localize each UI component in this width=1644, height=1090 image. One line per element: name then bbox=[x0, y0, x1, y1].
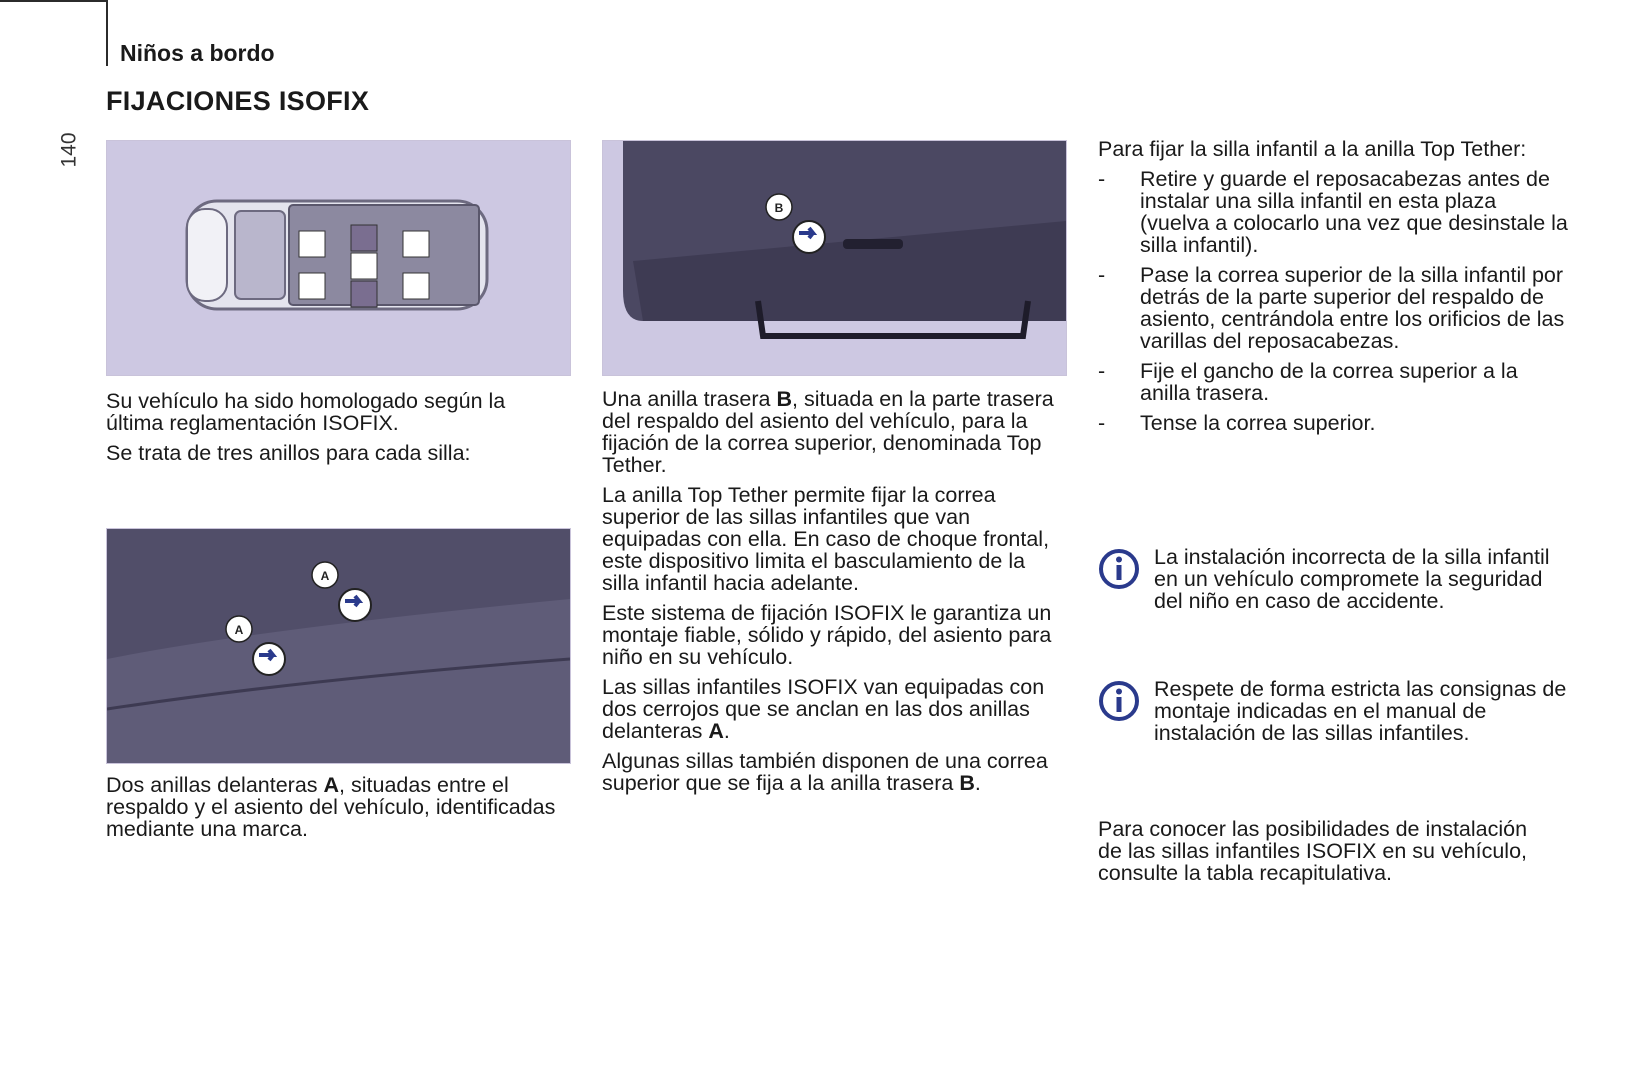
car-top-view-figure bbox=[106, 140, 571, 376]
info-note-2 bbox=[1098, 678, 1568, 744]
col2-p4-bold: A bbox=[708, 719, 724, 743]
col1-p1: Su vehículo ha sido homologado según la última reglamentación ISOFIX. bbox=[106, 389, 506, 435]
step-item: - Retire y guarde el reposacabezas antes de instalar una silla infantil en esta plaza (vuelva a colocarlo una vez que desinstale la silla infantil). bbox=[1098, 168, 1568, 256]
col2-p4-post: . bbox=[723, 719, 730, 743]
col2-p1-pre: Una anilla trasera bbox=[602, 387, 777, 411]
page-title: FIJACIONES ISOFIX bbox=[106, 86, 370, 116]
col3-outro: Para conocer las posibilidades de instalación de las sillas infantiles ISOFIX en su vehículo, consulte la tabla recapitulativa. bbox=[1098, 817, 1528, 885]
col3-intro: Para fijar la silla infantil a la anilla Top Tether: bbox=[1098, 137, 1527, 161]
step-item: - Tense la correa superior. bbox=[1098, 412, 1568, 434]
col2-p4-pre: Las sillas infantiles ISOFIX van equipadas con dos cerrojos que se anclan en las dos anillas delanteras bbox=[602, 675, 1045, 743]
step-item: - Pase la correa superior de la silla infantil por detrás de la parte superior del respaldo de asiento, centrándola entre los orificios de las varillas del reposacabezas. bbox=[1098, 264, 1568, 352]
front-anchors-figure bbox=[106, 528, 571, 764]
seat-back-illustration bbox=[603, 141, 1066, 375]
step-item: - Fije el gancho de la correa superior a la anilla trasera. bbox=[1098, 360, 1568, 404]
info-note-1 bbox=[1098, 546, 1568, 612]
col2-p5-bold: B bbox=[959, 771, 975, 795]
col1-p3-bold: A bbox=[323, 773, 340, 797]
col1-p3-post: , situadas entre el respaldo y el asiento del vehículo, identificadas mediante una marca. bbox=[106, 773, 556, 841]
marker-a-label-upper: A bbox=[320, 569, 330, 583]
col1-p3-pre: Dos anillas delanteras bbox=[106, 773, 324, 797]
section-title: Niños a bordo bbox=[120, 40, 275, 66]
marker-a-label-lower: A bbox=[234, 623, 244, 637]
car-top-view-illustration bbox=[107, 141, 570, 375]
info-note-2-text: Respete de forma estricta las consignas de montaje indicadas en el manual de instalación de las sillas infantiles. bbox=[1154, 677, 1567, 745]
col3-steps bbox=[1098, 138, 1568, 442]
col1-intro bbox=[106, 390, 566, 472]
page-number: 140 bbox=[57, 132, 81, 168]
top-tether-steps-list bbox=[1098, 168, 1568, 434]
rear-anchor-figure bbox=[602, 140, 1067, 376]
col1-p2: Se trata de tres anillos para cada silla: bbox=[106, 441, 471, 465]
col2-p1-post: , situada en la parte trasera del respaldo del asiento del vehículo, para la fijación de la correa superior, denominada Top Tether. bbox=[602, 387, 1054, 477]
info-icon bbox=[1098, 548, 1140, 590]
col1-front-anchors-text bbox=[106, 774, 566, 848]
header-rule-horizontal bbox=[0, 0, 108, 2]
col2-p3: Este sistema de fijación ISOFIX le garantiza un montaje fiable, sólido y rápido, del asiento para niño en su vehículo. bbox=[602, 601, 1052, 669]
col2-p5-post: . bbox=[974, 771, 981, 795]
info-icon bbox=[1098, 680, 1140, 722]
col2-p5-pre: Algunas sillas también disponen de una correa superior que se fija a la anilla trasera bbox=[602, 749, 1048, 795]
col2-text bbox=[602, 388, 1064, 802]
marker-b-label: B bbox=[774, 201, 784, 215]
header-rule-vertical bbox=[106, 0, 108, 66]
seat-cushion-illustration bbox=[107, 529, 570, 763]
col2-p2: La anilla Top Tether permite fijar la correa superior de las sillas infantiles que van equipadas con ella. En caso de choque frontal, este dispositivo limita el basculamiento de la silla infantil hacia adelante. bbox=[602, 483, 1050, 595]
col2-p1-bold: B bbox=[776, 387, 793, 411]
info-note-1-text: La instalación incorrecta de la silla infantil en un vehículo compromete la seguridad del niño en caso de accidente. bbox=[1154, 545, 1550, 613]
